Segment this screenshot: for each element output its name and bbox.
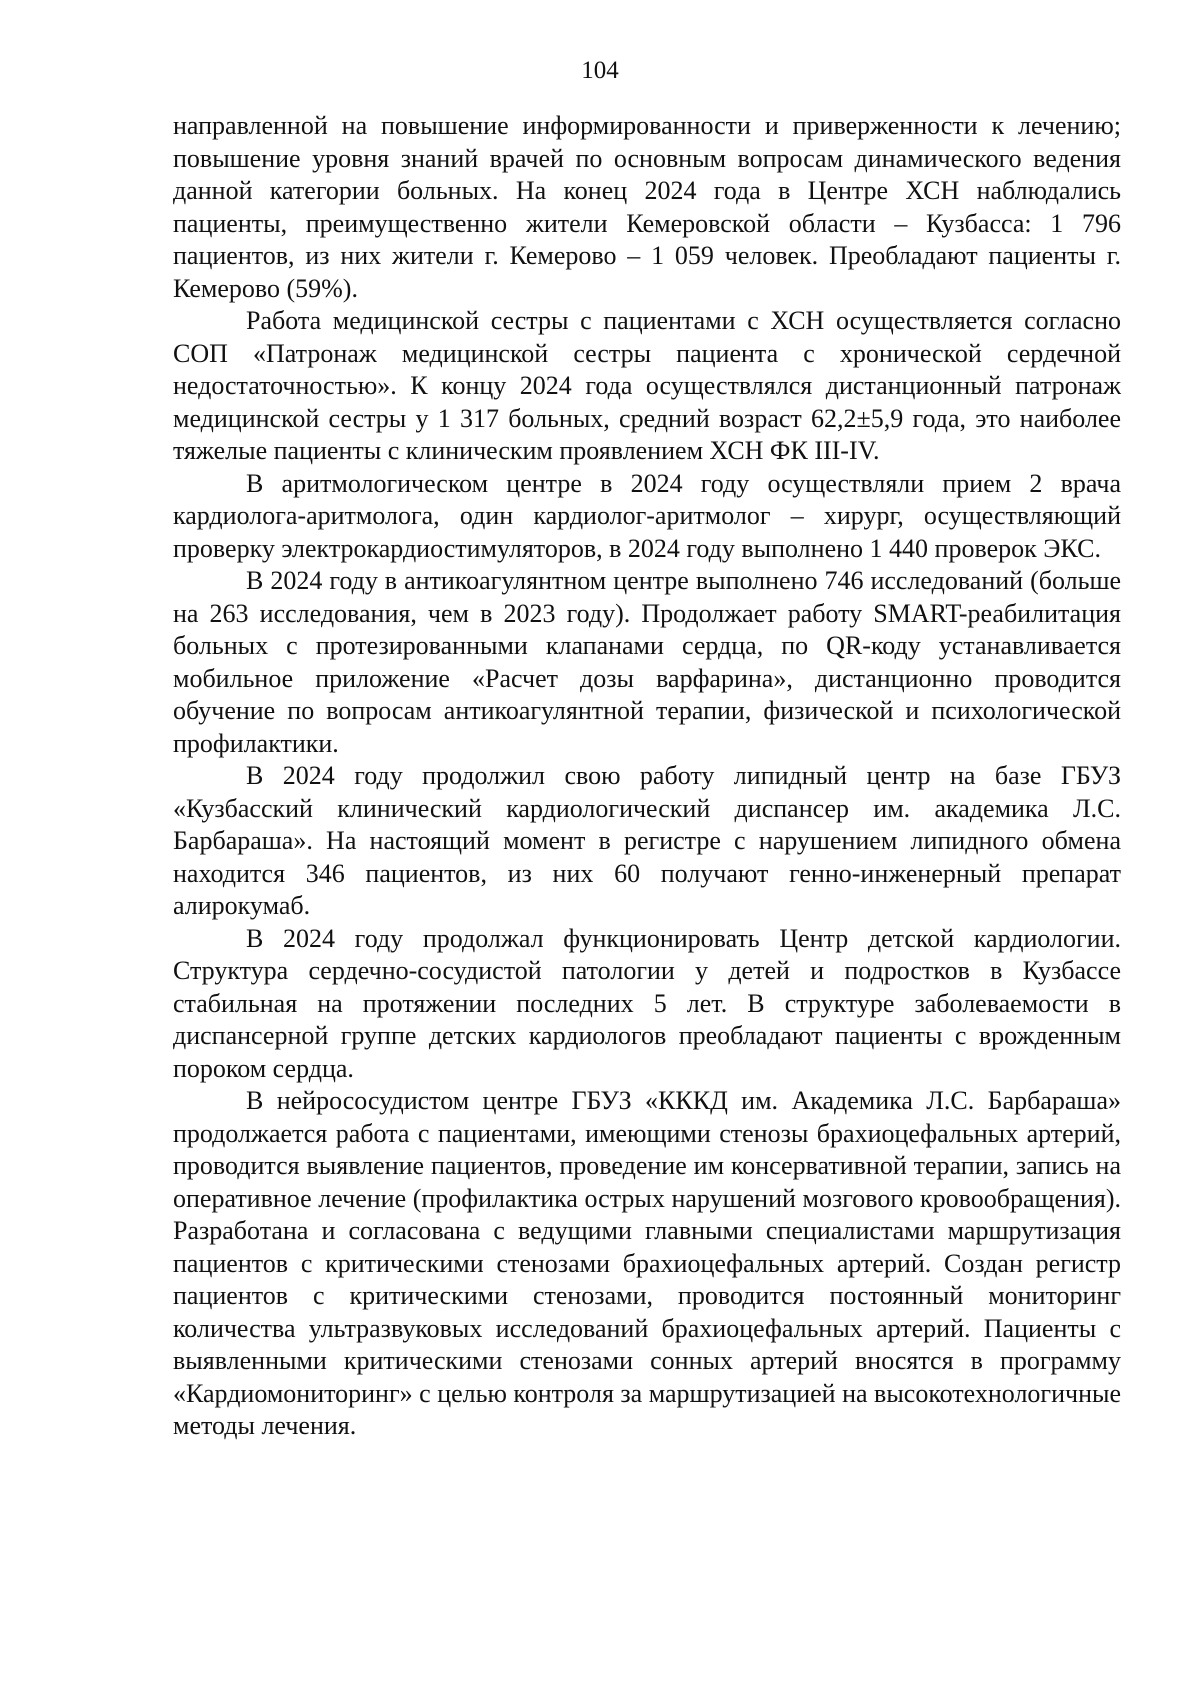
- document-body: [173, 110, 1121, 1443]
- paragraph-nurse-patronage: Работа медицинской сестры с пациентами с ХСН осуществляется согласно СОП «Патронаж медицинской сестры пациента с хронической сердечной недостаточностью». К концу 2024 года осуществлялся дистанционный патронаж медицинской сестры у 1 317 больных, средний возраст 62,2±5,9 года, это наиболее тяжелые пациенты с клиническим проявлением ХСН ФК III-IV.: [173, 306, 1121, 465]
- paragraph-pediatric-cardiology: В 2024 году продолжал функционировать Центр детской кардиологии. Структура сердечно-сосудистой патологии у детей и подростков в Кузбассе стабильная на протяжении последних 5 лет. В структуре заболеваемости в диспансерной группе детских кардиологов преобладают пациенты с врожденным пороком сердца.: [173, 923, 1121, 1083]
- paragraph-arrhythmology-center: В аритмологическом центре в 2024 году осуществляли прием 2 врача кардиолога-аритмолога, один кардиолог-аритмолог – хирург, осуществляющий проверку электрокардиостимуляторов, в 2024 году выполнено 1 440 проверок ЭКС.: [173, 468, 1121, 563]
- paragraph-anticoagulant-center: В 2024 году в антикоагулянтном центре выполнено 746 исследований (больше на 263 исследования, чем в 2023 году). Продолжает работу SMART-реабилитация больных с протезированными клапанами сердца, по QR-коду устанавливается мобильное приложение «Расчет дозы варфарина», дистанционно проводится обучение по вопросам антикоагулянтной терапии, физической и психологической профилактики.: [173, 566, 1121, 758]
- paragraph-neurovascular-center: В нейрососудистом центре ГБУЗ «КККД им. Академика Л.С. Барбараша» продолжается работа с пациентами, имеющими стенозы брахиоцефальных артерий, проводится выявление пациентов, проведение им консервативной терапии, запись на оперативное лечение (профилактика острых нарушений мозгового кровообращения). Разработана и согласована с ведущими главными специалистами маршрутизация пациентов с критическими стенозами брахиоцефальных артерий. Создан регистр пациентов с критическими стенозами, проводится постоянный мониторинг количества ультразвуковых исследований брахиоцефальных артерий. Пациенты с выявленными критическими стенозами сонных артерий вносятся в программу «Кардиомониторинг» с целью контроля за маршрутизацией на высокотехнологичные методы лечения.: [173, 1086, 1121, 1440]
- paragraph-chf-center-continued: направленной на повышение информированности и приверженности к лечению; повышение уровня знаний врачей по основным вопросам динамического ведения данной категории больных. На конец 2024 года в Центре ХСН наблюдались пациенты, преимущественно жители Кемеровской области – Кузбасса: 1 796 пациентов, из них жители г. Кемерово – 1 059 человек. Преобладают пациенты г. Кемерово (59%).: [173, 111, 1121, 303]
- page-number: 104: [581, 57, 619, 84]
- paragraph-lipid-center: В 2024 году продолжил свою работу липидный центр на базе ГБУЗ «Кузбасский клинический кардиологический диспансер им. академика Л.С. Барбараша». На настоящий момент в регистре с нарушением липидного обмена находится 346 пациентов, из них 60 получают генно-инженерный препарат алирокумаб.: [173, 761, 1121, 920]
